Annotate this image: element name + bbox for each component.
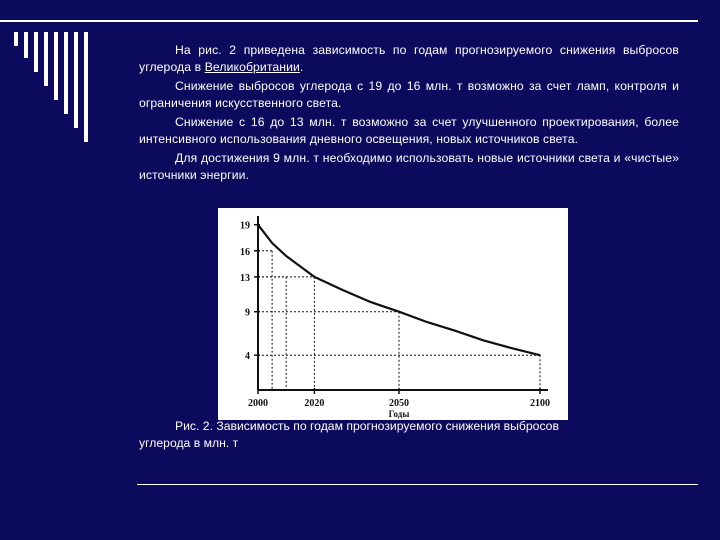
data-point: [398, 311, 400, 313]
paragraph-1: [139, 42, 679, 76]
data-point: [511, 347, 513, 349]
data-point: [455, 330, 457, 332]
series-line: [258, 225, 540, 356]
y-tick-label: 19: [240, 220, 250, 232]
x-tick-label: 2000: [248, 398, 268, 409]
paragraph-4: Для достижения 9 млн. т необходимо использовать новые источники света и «чистые» источники энергии.: [139, 151, 679, 182]
y-tick-label: 16: [240, 246, 250, 258]
top-rule: [0, 20, 698, 22]
paragraph-3: Снижение с 16 до 13 млн. т возможно за счет улучшенного проектирования, более интенсивного использования дневного освещения, новых источников света.: [139, 115, 679, 146]
paragraph-1-text: На рис. 2 приведена зависимость по годам прогнозируемого снижения выбросов углерода в: [139, 43, 679, 74]
deco-bar: [84, 32, 88, 142]
y-tick-label: 4: [245, 351, 250, 363]
decorative-bars: [14, 32, 134, 152]
link-uk[interactable]: Великобритании: [204, 60, 300, 74]
deco-bar: [74, 32, 78, 128]
emission-chart: [218, 208, 568, 420]
paragraph-1-tail: .: [299, 60, 304, 74]
x-tick-label: 2020: [304, 398, 325, 409]
deco-bar: [34, 32, 38, 72]
bottom-rule: [137, 484, 698, 485]
chart-panel: [218, 208, 568, 420]
caption-line-1: Рис. 2. Зависимость по годам прогнозируемого снижения выбросов: [175, 419, 559, 433]
data-point: [257, 224, 259, 226]
paragraph-2: Снижение выбросов углерода с 19 до 16 млн. т возможно за счет ламп, контроля и ограничения искусственного света.: [139, 79, 679, 110]
caption-line-2: углерода в млн. т: [139, 436, 239, 450]
y-tick-label: 9: [245, 307, 250, 319]
deco-bar: [14, 32, 18, 46]
data-point: [370, 301, 372, 303]
deco-bar: [54, 32, 58, 100]
x-axis-label: Годы: [388, 409, 410, 419]
body-text: [139, 42, 679, 186]
deco-bar: [64, 32, 68, 114]
data-point: [314, 276, 316, 278]
deco-bar: [44, 32, 48, 86]
x-tick-label: 2050: [389, 398, 409, 409]
figure-caption: [139, 418, 679, 452]
data-point: [342, 289, 344, 291]
data-point: [285, 255, 287, 257]
deco-bar: [24, 32, 28, 58]
y-tick-label: 13: [240, 272, 250, 284]
data-point: [426, 321, 428, 323]
data-point: [539, 354, 541, 356]
data-point: [483, 340, 485, 342]
x-tick-label: 2100: [530, 398, 550, 409]
data-point: [271, 242, 273, 244]
